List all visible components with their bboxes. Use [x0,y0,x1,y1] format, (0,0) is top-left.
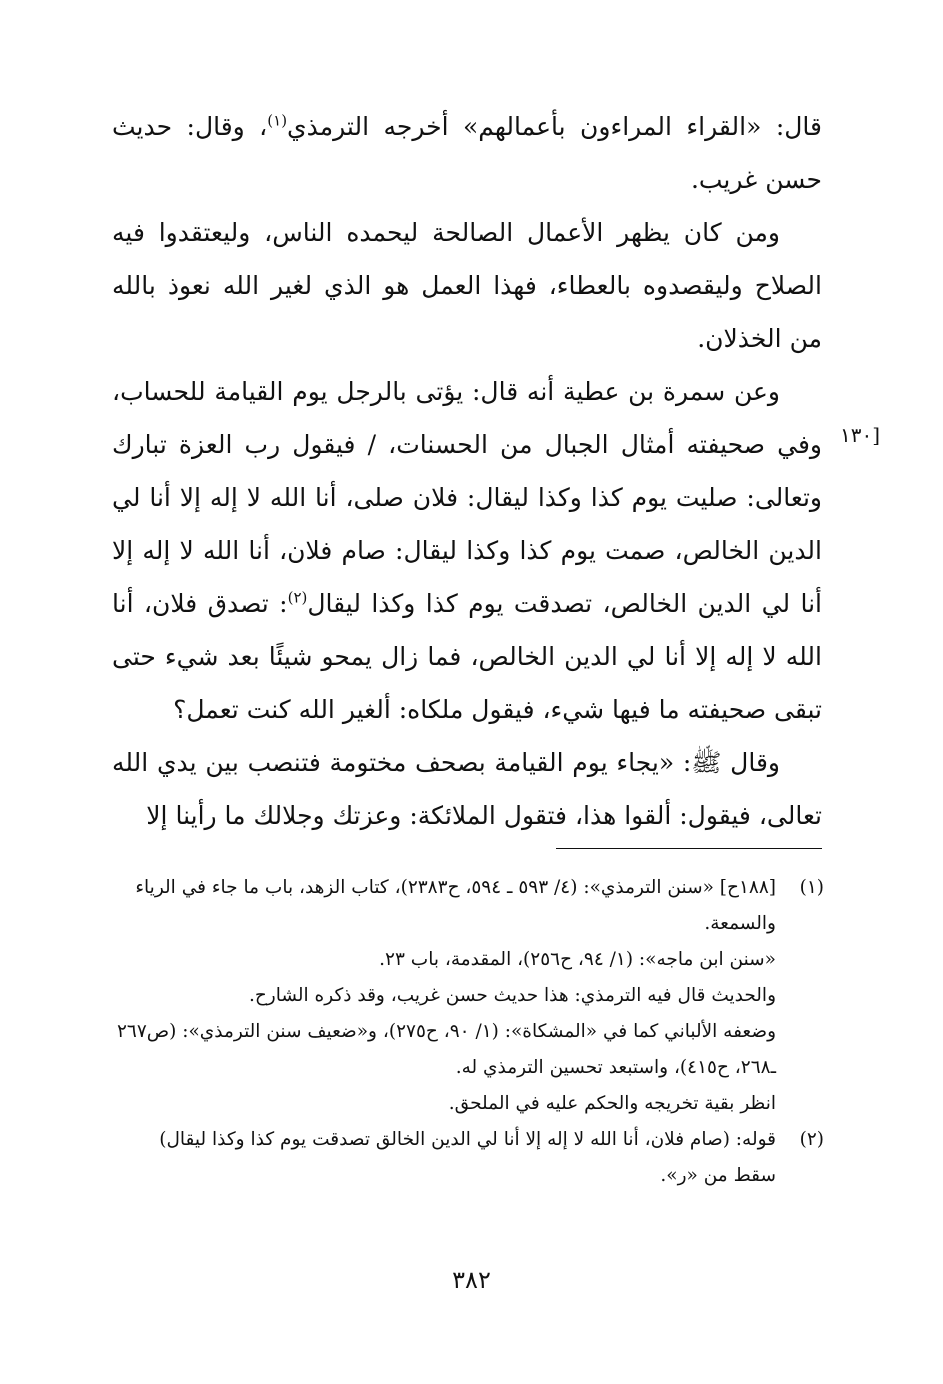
footnote-line: قوله: (صام فلان، أنا الله لا إله إلا أنا لي الدين الخالق تصدقت يوم كذا وكذا ليقال) سقط من «ر». [159,1129,776,1186]
footnote-divider [556,848,822,849]
footnote-line: «سنن ابن ماجه»: (١/ ٩٤، ح٢٥٦)، المقدمة، باب ٢٣. [379,949,776,970]
main-text [112,100,822,842]
paragraph-text: : تصدق فلان، أنا الله لا إله إلا أنا لي الدين الخالص، فما زال يمحو شيئًا بعد شيء حتى تبقى صحيفته ما فيها شيء، فيقول ملكاه: ألغير الله كنت تعمل؟ [112,589,822,724]
footnote-line: [١٨٨ح] «سنن الترمذي»: (٤/ ٥٩٣ ـ ٥٩٤، ح٢٣٨٣)، كتاب الزهد، باب ما جاء في الرياء والسمعة. [135,877,776,934]
paragraph-text: ، وقال: حديث حسن غريب. [112,112,822,194]
footnote-1 [112,870,824,1122]
paragraph-4: وقال ﷺ: «يجاء يوم القيامة بصحف مختومة فتنصب بين يدي الله تعالى، فيقول: ألقوا هذا، فتقول الملائكة: وعزتك وجلالك ما رأينا إلا [112,748,822,830]
footnote-number: (١) [799,877,824,898]
paragraph-2: ومن كان يظهر الأعمال الصالحة ليحمده الناس، وليعتقدوا فيه الصلاح وليقصدوه بالعطاء، فهذا العمل هو الذي لغير الله نعوذ بالله من الخذلان. [112,218,822,353]
footnote-line: انظر بقية تخريجه والحكم عليه في الملحق. [448,1093,776,1114]
footnotes [112,870,824,1194]
paragraph-text: وعن سمرة بن عطية أنه قال: يؤتى بالرجل يوم القيامة للحساب، وفي صحيفته أمثال الجبال من الحسنات، / فيقول رب العزة تبارك وتعالى: صليت يوم كذا وكذا ليقال: فلان صلى، أنا الله لا إله إلا أنا لي الدين الخالص، صمت يوم كذا وكذا ليقال: صام فلان، أنا الله لا إله إلا أنا لي الدين الخالص، تصدقت يوم كذا وكذا ليقال [112,377,822,618]
footnote-2 [112,1122,824,1194]
footnote-line: وضعفه الألباني كما في «المشكاة»: (١/ ٩٠، ح٢٧٥)، و«ضعيف سنن الترمذي»: (ص٢٦٧ ـ٢٦٨، ح٤١٥)، واستبعد تحسين الترمذي له. [116,1021,776,1078]
footnote-number: (٢) [799,1129,824,1150]
page-number: ٣٨٢ [452,1266,491,1294]
paragraph-3 [112,365,822,736]
paragraph-1 [112,100,822,206]
footnote-ref-2: (٢) [287,588,308,607]
paragraph-text: قال: «القراء المراءون بأعمالهم» أخرجه الترمذي [287,112,822,141]
manuscript-folio-marker: [١٣٠ [840,423,881,447]
footnote-line: والحديث قال فيه الترمذي: هذا حديث حسن غريب، وقد ذكره الشارح. [248,985,776,1006]
footnote-ref-1: (١) [267,111,288,130]
